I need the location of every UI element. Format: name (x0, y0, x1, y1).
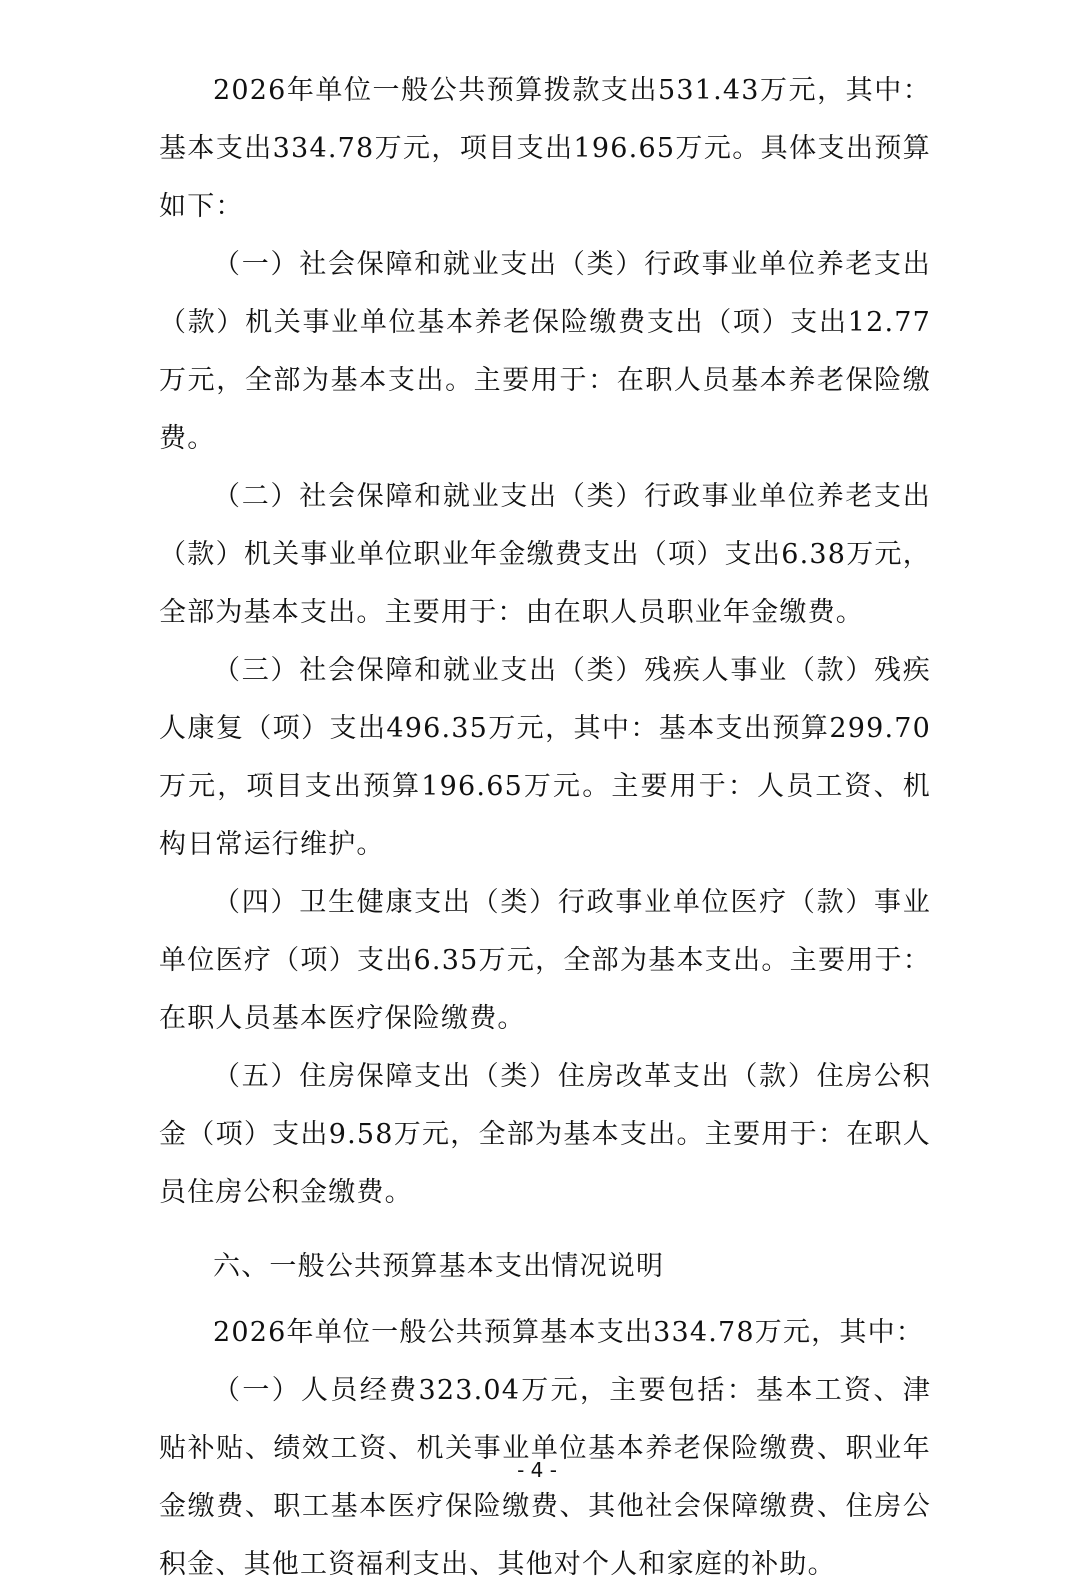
paragraph-personnel-expenses: （一）人员经费323.04万元，主要包括：基本工资、津贴补贴、绩效工资、机关事业单位基本养老保险缴费、职业年金缴费、职工基本医疗保险缴费、其他社会保障缴费、住房公积金、其他工资福利支出、其他对个人和家庭的补助。 (159, 1375, 931, 1580)
paragraph-item-4-medical: （四）卫生健康支出（类）行政事业单位医疗（款）事业单位医疗（项）支出6.35万元，全部为基本支出。主要用于：在职人员基本医疗保险缴费。 (159, 887, 931, 1034)
paragraph-item-5-housing-fund: （五）住房保障支出（类）住房改革支出（款）住房公积金（项）支出9.58万元，全部为基本支出。主要用于：在职人员住房公积金缴费。 (159, 1061, 931, 1208)
document-page (159, 62, 931, 1594)
section-heading: 六、一般公共预算基本支出情况说明 (213, 1251, 665, 1282)
paragraph-basic-expenditure: 2026年单位一般公共预算基本支出334.78万元，其中： (213, 1317, 924, 1348)
paragraph-item-3-rehabilitation: （三）社会保障和就业支出（类）残疾人事业（款）残疾人康复（项）支出496.35万元，其中：基本支出预算299.70万元，项目支出预算196.65万元。主要用于：人员工资、机构日常运行维护。 (159, 655, 931, 860)
paragraph-item-1-pension: （一）社会保障和就业支出（类）行政事业单位养老支出（款）机关事业单位基本养老保险缴费支出（项）支出12.77万元，全部为基本支出。主要用于：在职人员基本养老保险缴费。 (159, 249, 931, 454)
paragraph-total-expenditure: 2026年单位一般公共预算拨款支出531.43万元，其中：基本支出334.78万元，项目支出196.65万元。具体支出预算如下： (159, 75, 931, 222)
page-number: - 4 - (517, 1458, 557, 1482)
paragraph-item-2-annuity: （二）社会保障和就业支出（类）行政事业单位养老支出（款）机关事业单位职业年金缴费支出（项）支出6.38万元，全部为基本支出。主要用于：由在职人员职业年金缴费。 (159, 481, 931, 628)
